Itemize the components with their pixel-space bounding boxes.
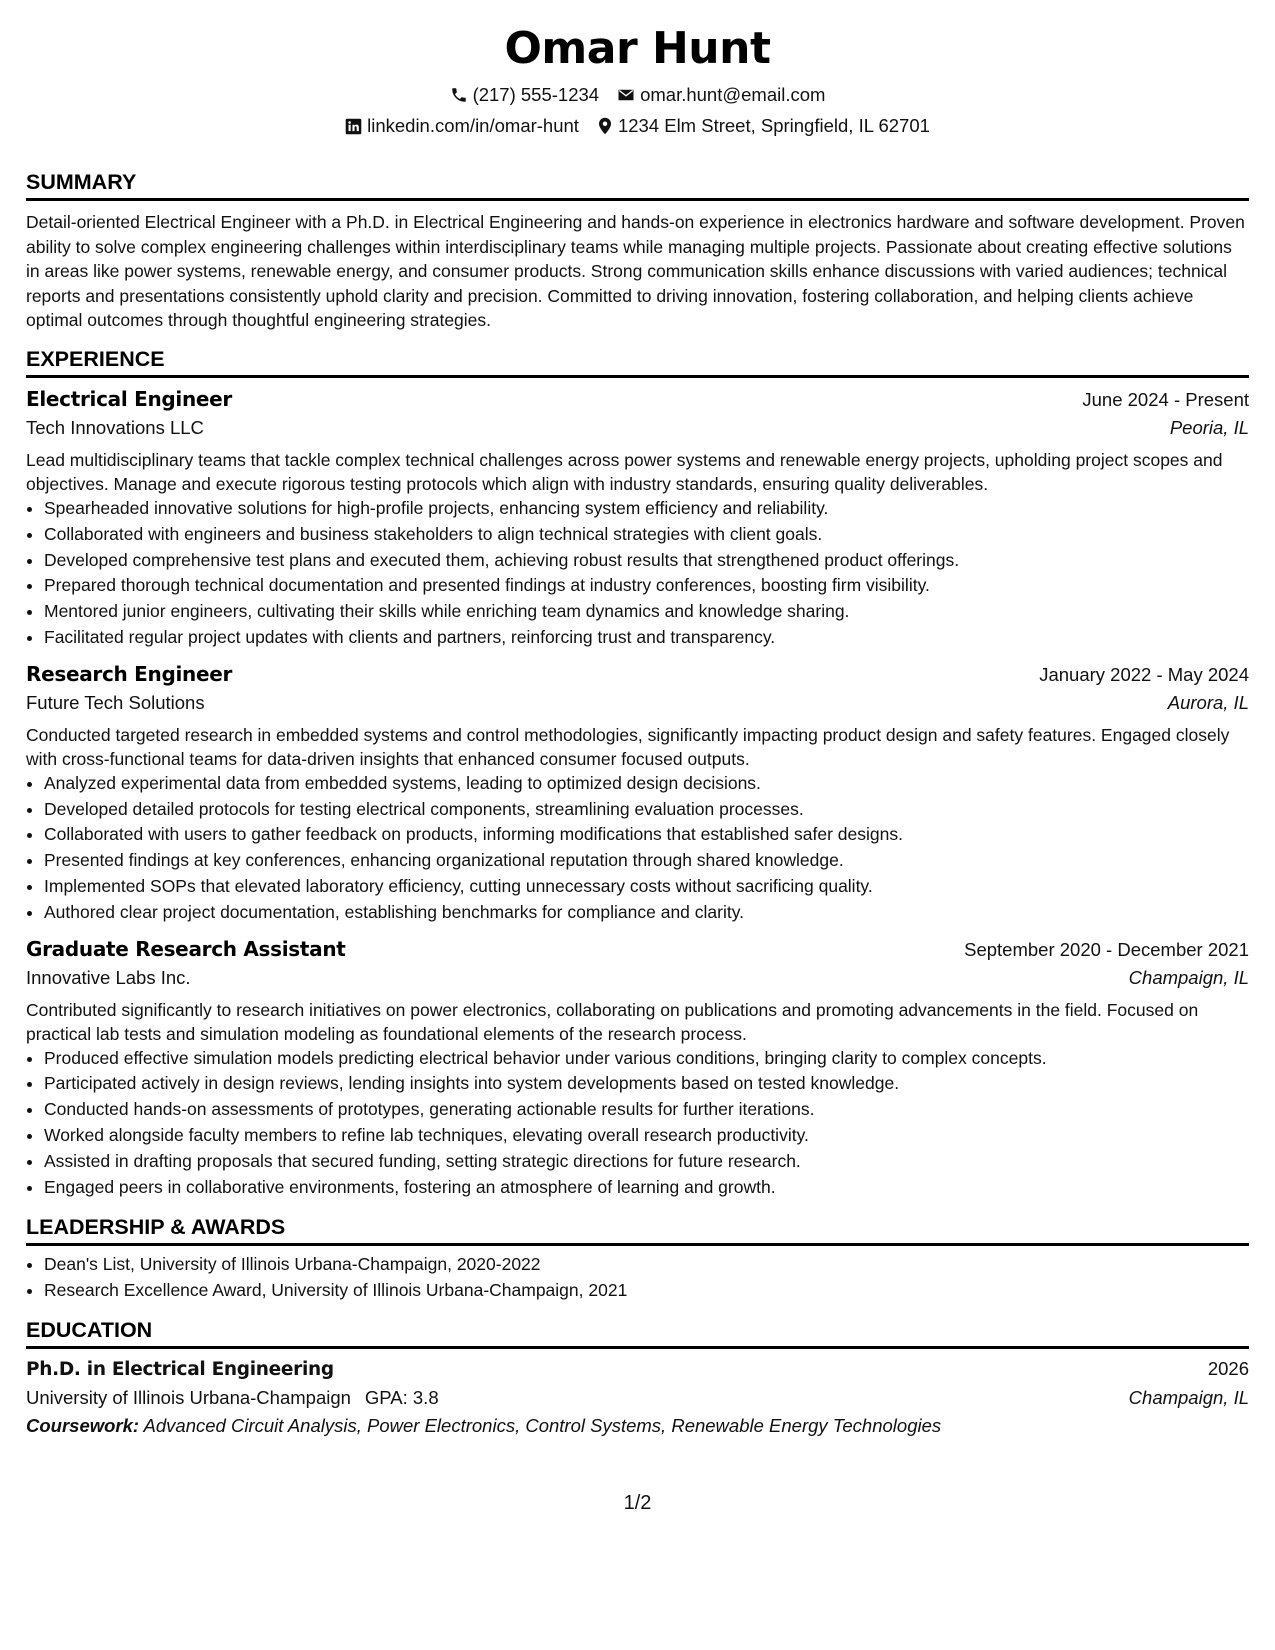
page-number: 1/2 xyxy=(623,1492,652,1514)
phone-text: (217) 555-1234 xyxy=(472,84,600,105)
envelope-icon xyxy=(617,86,635,104)
list-item: • Dean's List, University of Illinois Urbana-Champaign, 2020-2022 xyxy=(44,1252,1249,1278)
job-description: Lead multidisciplinary teams that tackle complex technical challenges across power systems and renewable energy projects, upholding project scopes and objectives. Manage and execute rigorous testing protocols which align with industry standards, ensuring quality deliverables. xyxy=(26,449,1223,494)
job-title: Research Engineer xyxy=(26,661,233,686)
list-item: • Worked alongside faculty members to refine lab techniques, elevating overall research productivity. xyxy=(44,1123,1249,1149)
list-item: • Analyzed experimental data from embedded systems, leading to optimized design decisions. xyxy=(44,771,1249,797)
email-text[interactable]: omar.hunt@email.com xyxy=(640,84,826,105)
leadership-heading: LEADERSHIP & AWARDS xyxy=(26,1214,1249,1246)
coursework-list: Advanced Circuit Analysis, Power Electronics, Control Systems, Renewable Energy Technologies xyxy=(143,1414,942,1436)
job-description: Conducted targeted research in embedded systems and control methodologies, significantly impacting product design and safety features. Engaged closely with cross-functional teams for data-driven insights that enhanced consumer focused outputs. xyxy=(26,724,1230,769)
map-pin-icon xyxy=(597,117,613,135)
experience-heading: EXPERIENCE xyxy=(26,346,1249,378)
company-name: Tech Innovations LLC xyxy=(26,416,204,438)
candidate-name: Omar Hunt xyxy=(504,23,771,74)
job-title: Electrical Engineer xyxy=(26,386,232,411)
job-dates: September 2020 - December 2021 xyxy=(964,938,1249,960)
list-item: • Collaborated with engineers and business stakeholders to align technical strategies with client goals. xyxy=(44,522,1249,548)
job-bullets xyxy=(26,496,1249,651)
company-name: Future Tech Solutions xyxy=(26,691,205,713)
phone-icon xyxy=(450,86,468,104)
job-entry xyxy=(26,660,1249,926)
address-text: 1234 Elm Street, Springfield, IL 62701 xyxy=(617,115,930,136)
list-item: • Presented findings at key conferences, enhancing organizational reputation through shared knowledge. xyxy=(44,848,1249,874)
list-item: • Authored clear project documentation, establishing benchmarks for compliance and clarity. xyxy=(44,900,1249,926)
list-item: • Research Excellence Award, University of Illinois Urbana-Champaign, 2021 xyxy=(44,1278,1249,1304)
degree-title: Ph.D. in Electrical Engineering xyxy=(26,1358,334,1380)
job-dates: June 2024 - Present xyxy=(1082,388,1249,410)
graduation-year: 2026 xyxy=(1207,1357,1249,1379)
job-entry xyxy=(26,935,1249,1201)
job-location: Aurora, IL xyxy=(1167,691,1249,713)
job-description: Contributed significantly to research initiatives on power electronics, collaborating on publications and promoting advancements in the field. Focused on practical lab tests and simulation modeling as foundational elements of the research process. xyxy=(26,999,1199,1044)
job-bullets xyxy=(26,771,1249,926)
job-dates: January 2022 - May 2024 xyxy=(1039,663,1249,685)
list-item: • Developed detailed protocols for testing electrical components, streamlining evaluation processes. xyxy=(44,797,1249,823)
list-item: • Developed comprehensive test plans and executed them, achieving robust results that strengthened product offerings. xyxy=(44,548,1249,574)
list-item: • Participated actively in design reviews, lending insights into system developments based on tested knowledge. xyxy=(44,1071,1249,1097)
education-entry xyxy=(26,1356,1249,1384)
contact-row-secondary xyxy=(26,114,1249,138)
gpa-value: GPA: 3.8 xyxy=(364,1386,439,1408)
job-entry xyxy=(26,385,1249,651)
job-location: Peoria, IL xyxy=(1169,416,1249,438)
education-heading: EDUCATION xyxy=(26,1317,1249,1349)
list-item: • Produced effective simulation models predicting electrical behavior under various conditions, bringing clarity to complex concepts. xyxy=(44,1046,1249,1072)
linkedin-contact[interactable] xyxy=(345,114,579,138)
education-details xyxy=(26,1384,1249,1412)
email-contact[interactable] xyxy=(617,83,825,107)
summary-heading: SUMMARY xyxy=(26,169,1249,201)
list-item: • Mentored junior engineers, cultivating their skills while enriching team dynamics and knowledge sharing. xyxy=(44,599,1249,625)
address-contact xyxy=(597,114,930,138)
list-item: • Assisted in drafting proposals that secured funding, setting strategic directions for future research. xyxy=(44,1149,1249,1175)
list-item: • Implemented SOPs that elevated laboratory efficiency, cutting unnecessary costs without sacrificing quality. xyxy=(44,874,1249,900)
awards-list xyxy=(26,1252,1249,1304)
company-name: Innovative Labs Inc. xyxy=(26,966,191,988)
job-location: Champaign, IL xyxy=(1128,966,1249,988)
list-item: • Prepared thorough technical documentation and presented findings at industry conferences, boosting firm visibility. xyxy=(44,573,1249,599)
coursework xyxy=(26,1412,1249,1440)
coursework-label: Coursework: xyxy=(26,1414,140,1436)
list-item: • Collaborated with users to gather feedback on products, informing modifications that established safer designs. xyxy=(44,822,1249,848)
list-item: • Facilitated regular project updates with clients and partners, reinforcing trust and transparency. xyxy=(44,625,1249,651)
linkedin-text[interactable]: linkedin.com/in/omar-hunt xyxy=(367,115,579,136)
list-item: • Conducted hands-on assessments of prototypes, generating actionable results for further iterations. xyxy=(44,1097,1249,1123)
school-name: University of Illinois Urbana-Champaign xyxy=(26,1386,351,1408)
contact-row-primary xyxy=(26,83,1249,107)
job-bullets xyxy=(26,1046,1249,1201)
list-item: • Spearheaded innovative solutions for high-profile projects, enhancing system efficiency and reliability. xyxy=(44,496,1249,522)
summary-text: Detail-oriented Electrical Engineer with a Ph.D. in Electrical Engineering and hands-on experience in electronics hardware and software development. Proven ability to solve complex engineering challenges within interdisciplinary teams while managing multiple projects. Passionate about creating effective solutions in areas like power systems, renewable energy, and consumer products. Strong communication skills enhance discussions with varied audiences; technical reports and presentations consistently uphold clarity and precision. Committed to driving innovation, fostering collaboration, and helping clients achieve optimal outcomes through thoughtful engineering strategies. xyxy=(26,212,1245,331)
job-title: Graduate Research Assistant xyxy=(26,936,346,961)
school-location: Champaign, IL xyxy=(1128,1386,1249,1408)
phone-contact xyxy=(450,83,600,107)
linkedin-icon xyxy=(345,118,362,135)
list-item: • Engaged peers in collaborative environments, fostering an atmosphere of learning and growth. xyxy=(44,1175,1249,1201)
